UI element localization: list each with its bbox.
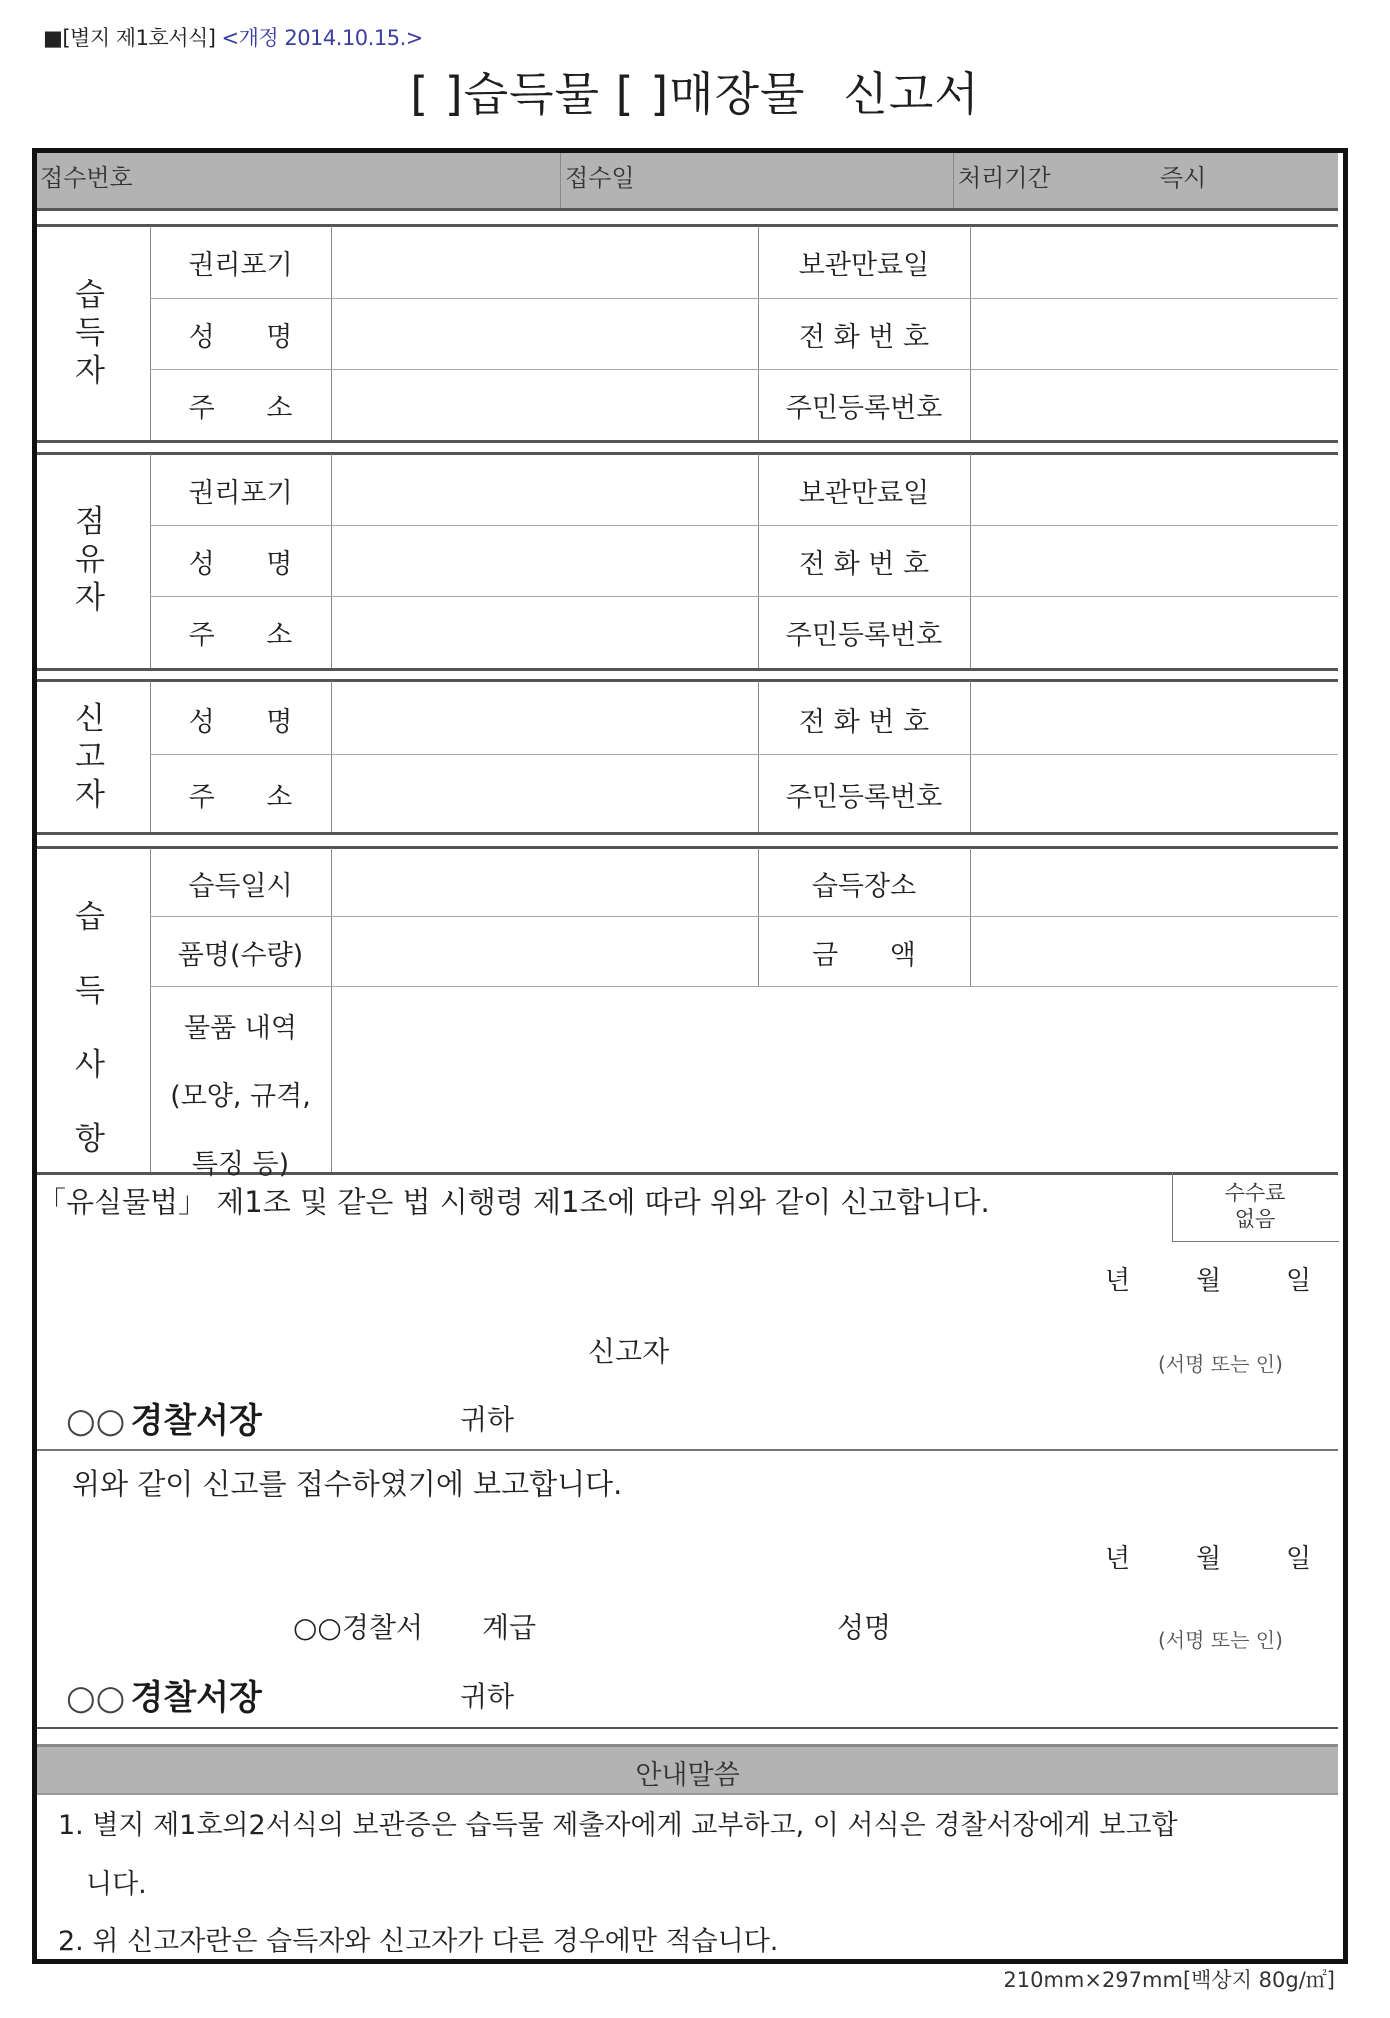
- label-char: 점: [75, 504, 105, 540]
- divider: [37, 1727, 1338, 1729]
- fee-line: 수수료: [1224, 1181, 1286, 1205]
- chief-title: 경찰서장: [130, 1401, 262, 1441]
- label-char: 습: [75, 899, 105, 935]
- reporter-phone-input[interactable]: [972, 683, 1338, 753]
- occupant-address-input[interactable]: [333, 598, 757, 667]
- item-name-input[interactable]: [333, 918, 757, 985]
- divider: [150, 525, 1338, 526]
- description-input[interactable]: [333, 988, 1338, 1171]
- divider: [37, 679, 1338, 682]
- divider: [37, 832, 1338, 835]
- checkbox-buried-item[interactable]: [ ]: [615, 67, 670, 121]
- chief-prefix: ○○: [66, 1401, 126, 1441]
- reporter-resident-input[interactable]: [972, 756, 1338, 831]
- field-label-name: 성 명: [188, 322, 293, 353]
- divider: [970, 681, 971, 832]
- occupant-waiver-input[interactable]: [333, 456, 757, 524]
- description-line: 물품 내역: [184, 1013, 297, 1044]
- divider: [331, 226, 332, 440]
- notice-item-1: 1. 별지 제1호의2서식의 보관증은 습득물 제출자에게 교부하고, 이 서식은 경찰서장에게 보고합: [58, 1810, 1178, 1841]
- divider: [970, 454, 971, 668]
- divider: [37, 452, 1338, 455]
- divider: [970, 848, 971, 986]
- report-text: 위와 같이 신고를 접수하였기에 보고합니다.: [72, 1467, 623, 1501]
- title-suffix: 신고서: [843, 67, 980, 121]
- reporter-name-input[interactable]: [333, 683, 757, 753]
- finder-phone-input[interactable]: [972, 300, 1338, 368]
- occupant-name-input[interactable]: [333, 527, 757, 595]
- divider: [953, 153, 954, 208]
- receipt-date-label: 접수일: [565, 164, 635, 192]
- field-label-expiry: 보관만료일: [798, 478, 930, 509]
- signature-hint: (서명 또는 인): [1158, 1352, 1283, 1376]
- divider: [970, 226, 971, 440]
- revision-date: <개정 2014.10.15.>: [221, 26, 423, 50]
- divider: [150, 596, 1338, 597]
- finder-address-input[interactable]: [333, 371, 757, 439]
- label-char: 유: [75, 542, 105, 578]
- date-day: 일: [1286, 1266, 1312, 1296]
- field-label-address: 주 소: [188, 620, 293, 651]
- field-label-address: 주 소: [188, 782, 293, 813]
- divider: [150, 986, 1338, 987]
- report-name-label: 성명: [837, 1611, 892, 1644]
- section-label-occupant: [65, 503, 115, 617]
- report-rank-input[interactable]: [560, 1600, 820, 1644]
- divider: [331, 681, 332, 832]
- date-month: 월: [1196, 1266, 1222, 1296]
- field-label-resident-no: 주민등록번호: [785, 782, 943, 813]
- fee-label: [1172, 1180, 1338, 1232]
- paper-spec: 210mm×297mm[백상지 80g/㎡]: [1003, 1968, 1335, 1992]
- finder-resident-input[interactable]: [972, 371, 1338, 439]
- divider: [150, 916, 1338, 917]
- field-label-name: 성 명: [188, 549, 293, 580]
- notice-title: 안내말씀: [635, 1760, 740, 1791]
- amount-input[interactable]: [972, 918, 1338, 985]
- declaration-text: 「유실물법」 제1조 및 같은 법 시행령 제1조에 따라 위와 같이 신고합니다.: [37, 1185, 990, 1219]
- field-label-resident-no: 주민등록번호: [785, 620, 943, 651]
- occupant-resident-input[interactable]: [972, 598, 1338, 667]
- divider: [37, 208, 1338, 211]
- checkbox-found-item[interactable]: [ ]: [410, 67, 464, 121]
- report-rank-label: 계급: [482, 1611, 537, 1644]
- field-label-amount: 금 액: [812, 940, 916, 971]
- label-char: 자: [75, 777, 105, 813]
- report-signature-hint: (서명 또는 인): [1158, 1628, 1283, 1652]
- divider: [37, 224, 1338, 227]
- label-char: 사: [75, 1047, 105, 1083]
- divider: [150, 298, 1338, 299]
- field-label-resident-no: 주민등록번호: [785, 393, 943, 424]
- label-char: 자: [75, 353, 105, 389]
- form-number-note: [43, 22, 423, 52]
- divider: [331, 454, 332, 668]
- field-label-found-place: 습득장소: [811, 871, 917, 902]
- divider: [560, 153, 561, 208]
- section-label-details: [65, 880, 115, 1176]
- processing-period-label: 처리기간: [958, 164, 1051, 192]
- label-char: 득: [75, 315, 105, 351]
- divider: [150, 754, 1338, 755]
- field-label-phone: 전 화 번 호: [798, 549, 930, 580]
- label-char: 습: [75, 277, 105, 313]
- addressee-chief: [66, 1393, 262, 1442]
- found-datetime-input[interactable]: [333, 850, 757, 915]
- reporter-signature-label: 신고자: [588, 1335, 670, 1368]
- honorific: 귀하: [460, 1403, 515, 1436]
- report-date-year: 년: [1105, 1544, 1131, 1574]
- label-char: 득: [75, 973, 105, 1009]
- field-label-waiver: 권리포기: [188, 250, 293, 281]
- fee-line: 없음: [1234, 1207, 1276, 1231]
- field-label-expiry: 보관만료일: [798, 250, 930, 281]
- section-label-reporter: [65, 700, 115, 814]
- divider: [37, 668, 1338, 671]
- section-label-finder: [65, 276, 115, 390]
- divider: [37, 1449, 1338, 1451]
- divider: [150, 369, 1338, 370]
- divider: [331, 848, 332, 1172]
- form-number-label: ■[별지 제1호서식]: [43, 26, 216, 50]
- processing-period-value: 즉시: [1160, 164, 1207, 192]
- page-title: [0, 58, 1390, 124]
- field-label-phone: 전 화 번 호: [798, 322, 930, 353]
- field-label-address: 주 소: [188, 393, 293, 424]
- occupant-phone-input[interactable]: [972, 527, 1338, 595]
- report-station: ○○경찰서: [293, 1611, 424, 1644]
- reporter-address-input[interactable]: [333, 756, 757, 831]
- chief-title: 경찰서장: [130, 1678, 262, 1718]
- report-honorific: 귀하: [460, 1680, 515, 1713]
- divider: [37, 846, 1338, 849]
- field-label-item-name: 품명(수량): [177, 940, 304, 971]
- label-char: 신: [75, 701, 105, 737]
- field-label-name: 성 명: [188, 707, 293, 738]
- title-type-found: 습득물: [463, 67, 601, 121]
- description-line: 특징 등): [191, 1149, 290, 1180]
- label-char: 고: [75, 739, 105, 775]
- report-date-day: 일: [1286, 1544, 1312, 1574]
- finder-expiry-input[interactable]: [972, 228, 1338, 297]
- field-label-found-datetime: 습득일시: [188, 871, 293, 902]
- chief-prefix: ○○: [66, 1678, 126, 1718]
- occupant-expiry-input[interactable]: [972, 456, 1338, 524]
- receipt-number-label: 접수번호: [40, 164, 133, 192]
- notice-item-1-cont: 니다.: [86, 1869, 147, 1900]
- reporter-signature-area[interactable]: [700, 1320, 1140, 1370]
- finder-waiver-input[interactable]: [333, 228, 757, 297]
- report-addressee-chief: [66, 1670, 262, 1719]
- description-line: (모양, 규격,: [170, 1081, 311, 1112]
- field-label-waiver: 권리포기: [188, 478, 293, 509]
- notice-item-2: 2. 위 신고자란은 습득자와 신고자가 다른 경우에만 적습니다.: [58, 1926, 779, 1957]
- label-char: 항: [75, 1121, 105, 1157]
- date-year: 년: [1105, 1266, 1131, 1296]
- found-place-input[interactable]: [972, 850, 1338, 915]
- report-date-month: 월: [1196, 1544, 1222, 1574]
- title-type-buried: 매장물: [669, 67, 806, 121]
- divider: [37, 440, 1338, 443]
- field-label-description: [150, 995, 331, 1199]
- report-name-input[interactable]: [910, 1600, 1150, 1644]
- label-char: 자: [75, 580, 105, 616]
- finder-name-input[interactable]: [333, 300, 757, 368]
- field-label-phone: 전 화 번 호: [798, 707, 930, 738]
- receipt-header-bar: [37, 153, 1338, 208]
